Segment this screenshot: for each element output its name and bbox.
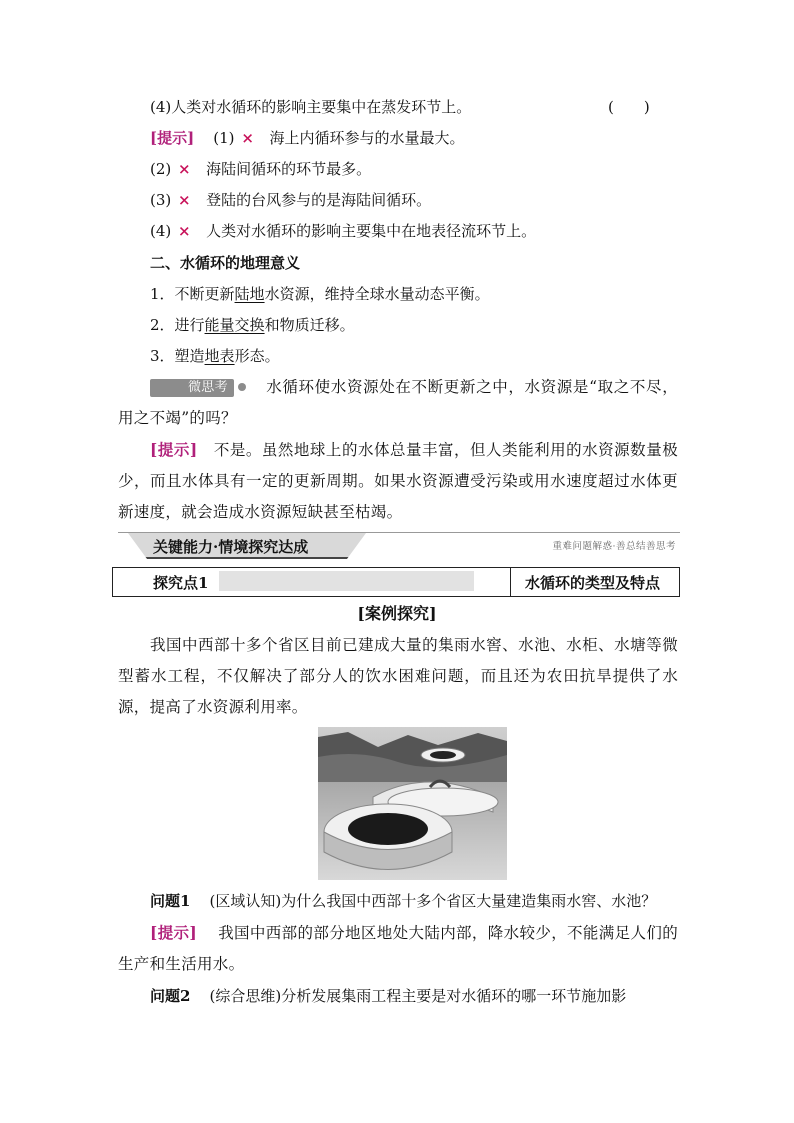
think-question-text: 水循环使水资源处在不断更新之中，水资源是“取之不尽，用之不竭”的吗？ (118, 378, 678, 427)
banner-title: 关键能力·情境探究达成 (153, 538, 309, 556)
section-banner (118, 532, 680, 559)
hint-number: (2) (150, 160, 172, 178)
item-text: 水资源，维持全球水量动态平衡。 (264, 285, 490, 303)
question-label: 问题2 (150, 987, 191, 1005)
question-1 (150, 891, 656, 911)
cross-icon: × (241, 129, 254, 147)
hint-line-1 (150, 128, 464, 148)
question-text: (区域认知)为什么我国中西部十多个省区大量建造集雨水窖、水池？ (209, 892, 657, 910)
hint-answer: 登陆的台风参与的是海陆间循环。 (206, 191, 432, 209)
hint-number: (4) (150, 222, 172, 240)
hint-answer: 海陆间循环的环节最多。 (206, 160, 372, 178)
item-text: 2．进行 (150, 316, 205, 334)
question-label: 问题1 (150, 892, 191, 910)
question-4 (150, 97, 471, 117)
think-tag: 微思考 (150, 379, 234, 397)
think-answer-text: 不是。虽然地球上的水体总量丰富，但人类能利用的水资源数量极少，而且水体具有一定的更新周期。如果水资源遭受污染或用水速度超过水体更新速度，就会造成水资源短缺甚至枯竭。 (118, 441, 679, 521)
question-2 (150, 986, 626, 1006)
answer-text: 我国中西部的部分地区地处大陆内部，降水较少，不能满足人们的生产和生活用水。 (118, 924, 678, 973)
hint-tag: [提示] (150, 129, 195, 147)
question-1-answer (118, 917, 678, 980)
question-text: (综合思维)分析发展集雨工程主要是对水循环的哪一环节施加影 (209, 987, 627, 1005)
bullet-icon (238, 383, 246, 391)
item-text: 形态。 (234, 347, 280, 365)
case-heading: [案例探究] (357, 604, 437, 623)
hint-line-4 (150, 221, 536, 241)
hint-line-3 (150, 190, 431, 210)
explore-placeholder-bar (219, 571, 474, 591)
rainwater-cistern-photo (318, 727, 507, 880)
cross-icon: × (178, 191, 191, 209)
item-text: 和物质迁移。 (264, 316, 355, 334)
underlined-term: 能量交换 (204, 316, 265, 334)
underlined-term: 地表 (204, 347, 235, 365)
divider (510, 568, 511, 596)
explore-point-box (112, 567, 680, 597)
banner-subtitle: 重难问题解惑·善总结善思考 (552, 541, 676, 552)
significance-item-3 (150, 346, 280, 366)
hint-answer: 人类对水循环的影响主要集中在地表径流环节上。 (206, 222, 537, 240)
explore-label: 探究点1 (153, 574, 209, 592)
hint-tag: [提示] (150, 923, 198, 942)
significance-item-2 (150, 315, 355, 335)
explore-topic: 水循环的类型及特点 (525, 574, 661, 592)
hint-number: (3) (150, 191, 172, 209)
item-text: 3．塑造 (150, 347, 205, 365)
underlined-term: 陆地 (234, 285, 265, 303)
cross-icon: × (178, 160, 191, 178)
hint-number: (1) (213, 129, 235, 147)
hint-line-2 (150, 159, 371, 179)
cross-icon: × (178, 222, 191, 240)
item-text: 1．不断更新 (150, 285, 235, 303)
hint-answer: 海上内循环参与的水量最大。 (269, 129, 465, 147)
section-title: 二、水循环的地理意义 (150, 254, 301, 272)
think-answer (118, 434, 678, 528)
case-intro: 我国中西部十多个省区目前已建成大量的集雨水窖、水池、水柜、水塘等微型蓄水工程，不仅解决了部分人的饮水困难问题，而且还为农田抗旱提供了水源，提高了水资源利用率。 (118, 636, 678, 716)
hint-tag: [提示] (150, 440, 198, 459)
significance-item-1 (150, 284, 490, 304)
question-4-text: (4)人类对水循环的影响主要集中在蒸发环节上。 (150, 98, 472, 116)
think-question (118, 372, 678, 434)
answer-bracket: ( ) (608, 98, 650, 116)
